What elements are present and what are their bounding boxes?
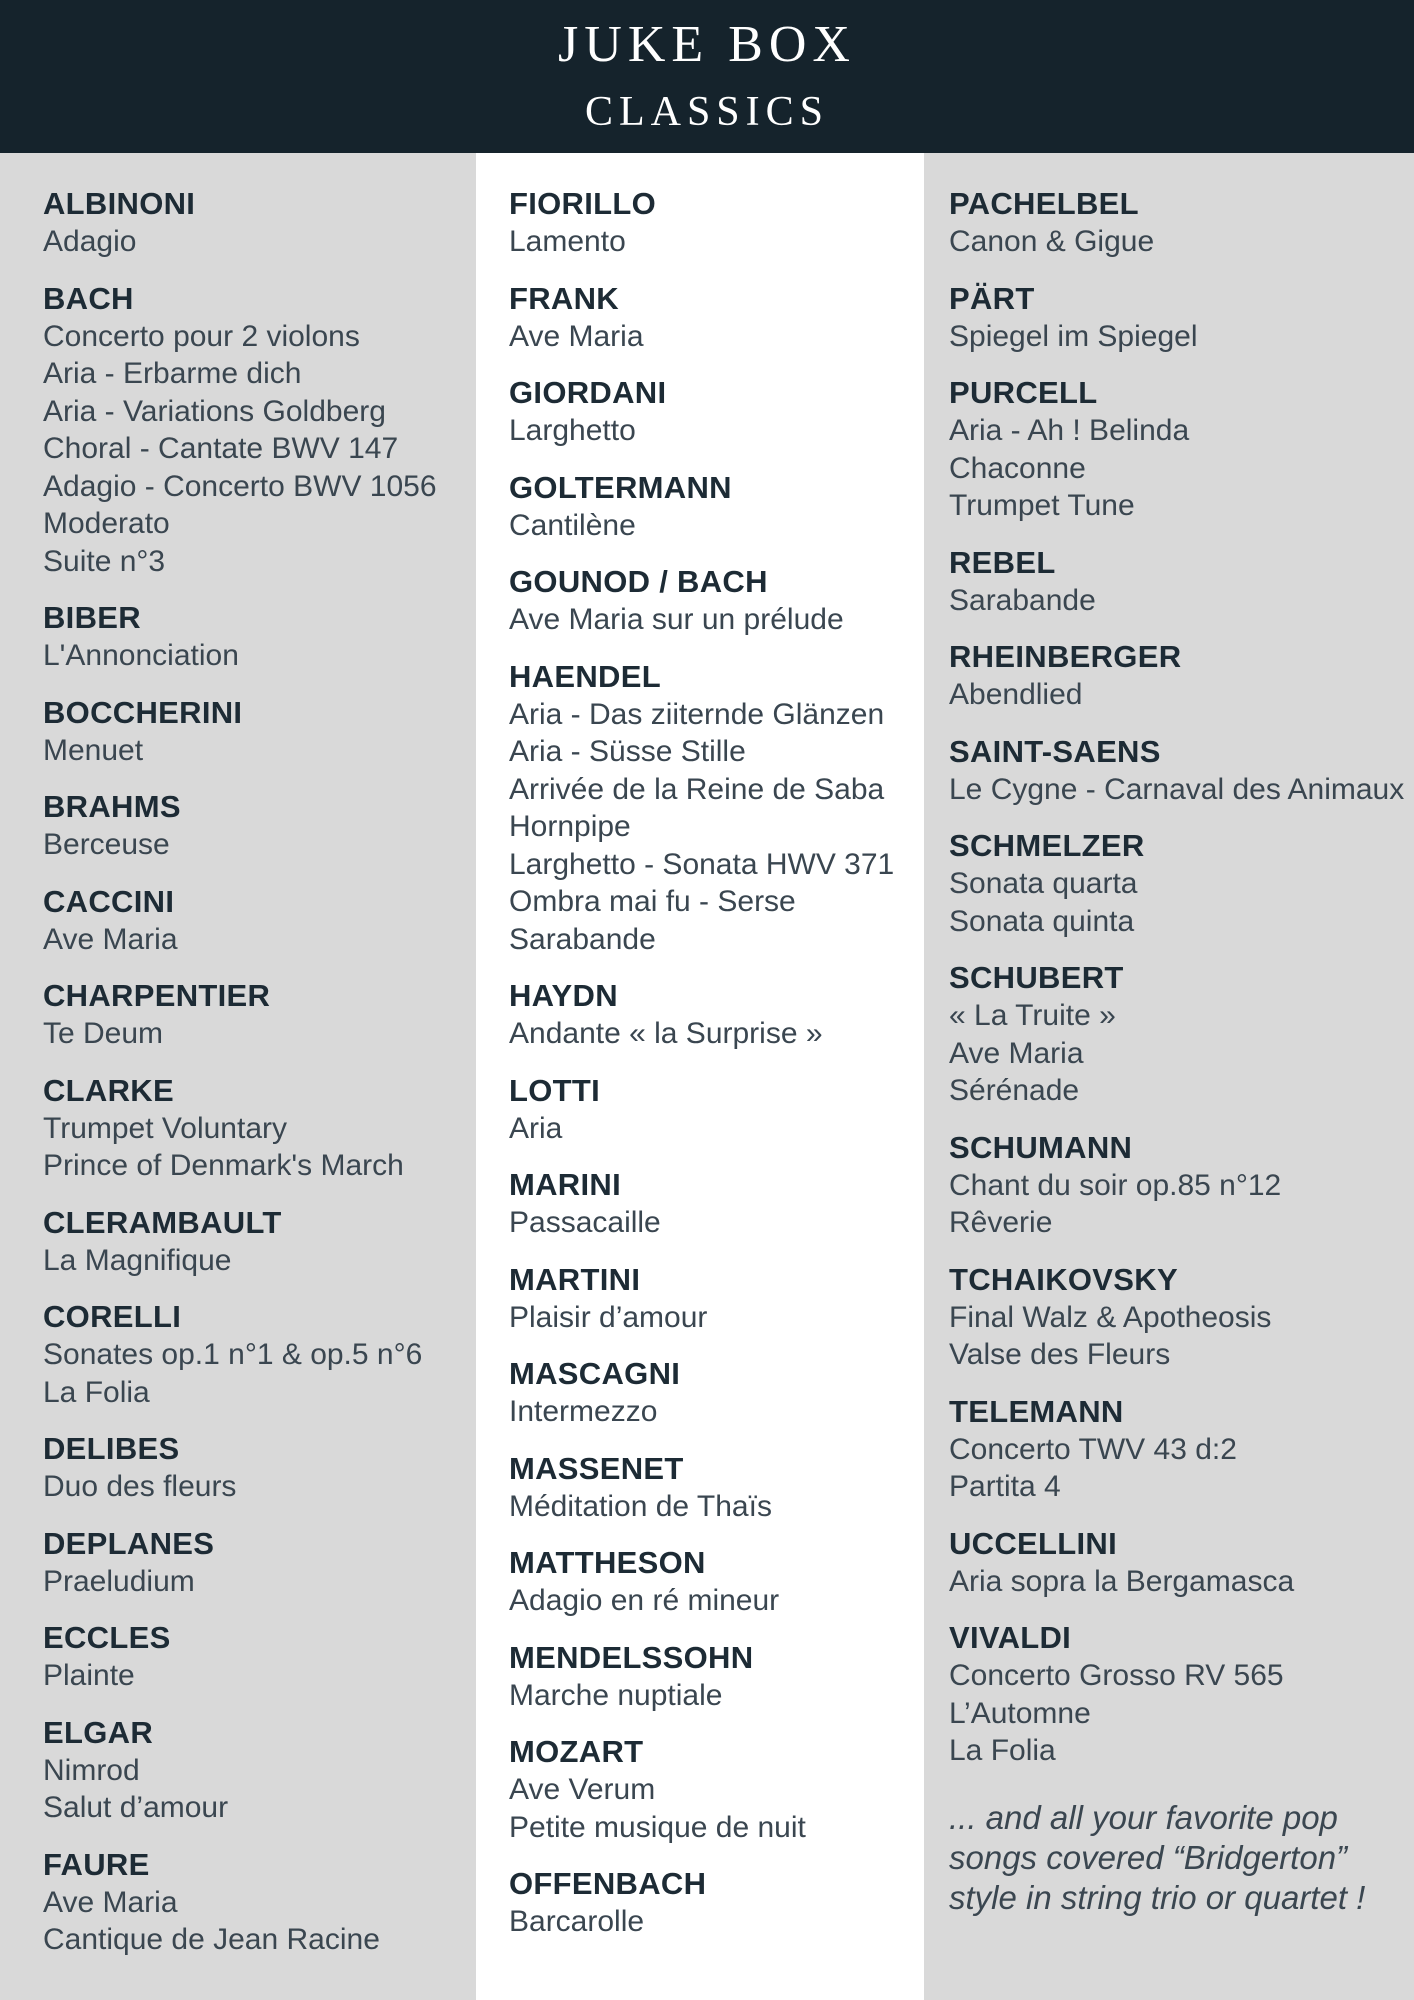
composer-name: ECCLES <box>43 1620 171 1655</box>
composer-name: CACCINI <box>43 883 175 919</box>
composer-entry <box>949 1393 1414 1506</box>
work-title: La Magnifique <box>43 1243 232 1277</box>
work-title: Concerto TWV 43 d:2 <box>949 1432 1237 1466</box>
work-title: Chaconne <box>949 451 1086 485</box>
work-title: Suite n°3 <box>43 544 166 578</box>
work-title: Aria - Ah ! Belinda <box>949 414 1190 447</box>
work-title: Ave Maria <box>949 1036 1084 1070</box>
composer-entry <box>43 1714 476 1827</box>
work-title: Choral - Cantate BWV 147 <box>43 432 399 465</box>
footer-note-line: ... and all your favorite pop <box>949 1798 1338 1836</box>
composer-name: TELEMANN <box>949 1393 1124 1429</box>
footer-note <box>949 1798 1399 1918</box>
work-title: Aria - Das ziiternde Glänzen <box>509 697 885 731</box>
composer-name: ELGAR <box>43 1714 153 1750</box>
composer-entry <box>509 280 924 356</box>
composer-entry <box>509 1544 924 1620</box>
composer-entry <box>509 185 924 261</box>
composer-name: ALBINONI <box>43 186 196 221</box>
work-title: Concerto pour 2 violons <box>43 319 360 353</box>
composer-name: GOLTERMANN <box>509 469 732 505</box>
composer-entry <box>43 1072 476 1185</box>
composer-name: PÄRT <box>949 280 1035 316</box>
composer-name: SCHUBERT <box>949 960 1124 995</box>
composer-name: HAYDN <box>509 978 618 1013</box>
composer-name: BRAHMS <box>43 789 181 824</box>
composer-name: FIORILLO <box>509 186 657 221</box>
work-title: Larghetto <box>509 414 636 447</box>
composer-name: DEPLANES <box>43 1525 215 1561</box>
composer-name: BACH <box>43 280 134 316</box>
composer-entry <box>43 788 476 864</box>
composer-name: MASSENET <box>509 1450 684 1486</box>
composer-entry <box>509 1072 924 1148</box>
composer-entry <box>509 1355 924 1431</box>
work-title: L’Automne <box>949 1696 1091 1730</box>
work-title: Arrivée de la Reine de Saba <box>509 772 885 806</box>
composer-entry <box>949 544 1414 620</box>
work-title: Larghetto - Sonata HWV 371 <box>509 847 895 881</box>
work-title: Aria - Variations Goldberg <box>43 394 386 428</box>
composer-name: GOUNOD / BACH <box>509 564 768 599</box>
composer-entry <box>509 658 924 959</box>
work-title: Lamento <box>509 225 626 258</box>
work-title: Hornpipe <box>509 810 631 843</box>
composer-name: MOZART <box>509 1734 644 1769</box>
composer-entry <box>43 185 476 261</box>
header <box>0 0 1414 153</box>
composer-name: SAINT-SAENS <box>949 733 1161 769</box>
composer-name: UCCELLINI <box>949 1525 1118 1561</box>
composer-entry <box>43 883 476 959</box>
composer-entry <box>509 1166 924 1242</box>
footer-note-line: style in string trio or quartet ! <box>949 1878 1366 1916</box>
composer-name: SCHUMANN <box>949 1129 1133 1165</box>
composer-name: SCHMELZER <box>949 828 1145 863</box>
work-title: Sarabande <box>949 583 1096 617</box>
composer-name: LOTTI <box>509 1072 601 1108</box>
work-title: Aria - Süsse Stille <box>509 735 746 768</box>
composer-entry <box>509 563 924 639</box>
composer-entry <box>43 1204 476 1280</box>
composer-name: DELIBES <box>43 1431 180 1466</box>
work-title: Andante « la Surprise » <box>509 1017 823 1050</box>
composer-entry <box>949 1525 1414 1601</box>
composer-entry <box>509 374 924 450</box>
composer-entry <box>509 1733 924 1846</box>
work-title: Aria - Erbarme dich <box>43 357 302 390</box>
composer-name: MASCAGNI <box>509 1356 681 1391</box>
composer-entry <box>949 1619 1414 1770</box>
composer-name: MENDELSSOHN <box>509 1639 754 1675</box>
work-title: Concerto Grosso RV 565 <box>949 1659 1284 1692</box>
work-title: Chant du soir op.85 n°12 <box>949 1168 1282 1202</box>
title-line-1: JUKE BOX <box>558 16 856 73</box>
work-title: Adagio - Concerto BWV 1056 <box>43 469 437 503</box>
footer-note-line: songs covered “Bridgerton” <box>949 1838 1348 1876</box>
work-title: Sarabande <box>509 922 656 956</box>
work-title: Adagio en ré mineur <box>509 1584 780 1617</box>
work-title: Plainte <box>43 1659 135 1692</box>
composer-name: MATTHESON <box>509 1545 706 1580</box>
work-title: Barcarolle <box>509 1905 645 1938</box>
composer-entry <box>949 374 1414 525</box>
work-title: Passacaille <box>509 1206 661 1239</box>
work-title: Duo des fleurs <box>43 1470 237 1503</box>
composer-name: HAENDEL <box>509 658 661 694</box>
work-title: Sonata quarta <box>949 867 1138 900</box>
work-title: La Folia <box>949 1734 1056 1767</box>
composer-entry <box>509 469 924 545</box>
work-title: Cantilène <box>509 508 636 542</box>
composer-entry <box>43 1298 476 1411</box>
composer-entry <box>43 599 476 675</box>
composer-entry <box>509 1261 924 1337</box>
work-title: Prince of Denmark's March <box>43 1149 404 1182</box>
work-title: Rêverie <box>949 1206 1053 1239</box>
composer-entry <box>949 1129 1414 1242</box>
composer-entry <box>949 280 1414 356</box>
work-title: Partita 4 <box>949 1470 1061 1503</box>
composer-name: PACHELBEL <box>949 186 1139 221</box>
work-title: Valse des Fleurs <box>949 1338 1171 1371</box>
composer-entry <box>949 733 1414 809</box>
work-title: Adagio <box>43 225 137 258</box>
work-title: Sérénade <box>949 1074 1080 1107</box>
work-title: Aria <box>509 1111 563 1145</box>
work-title: Ave Maria <box>43 922 178 956</box>
work-title: Menuet <box>43 733 144 767</box>
composer-entry <box>43 1430 476 1506</box>
composer-entry <box>949 638 1414 714</box>
composer-name: CHARPENTIER <box>43 978 271 1013</box>
work-title: Ave Maria <box>43 1885 178 1919</box>
work-title: Aria sopra la Bergamasca <box>949 1564 1295 1598</box>
work-title: Praeludium <box>43 1564 195 1598</box>
work-title: Spiegel im Spiegel <box>949 319 1198 353</box>
composer-name: CLARKE <box>43 1072 174 1108</box>
composer-entry <box>509 1865 924 1941</box>
composer-name: CORELLI <box>43 1299 182 1334</box>
composer-entry <box>949 185 1414 261</box>
title-line-2: CLASSICS <box>584 89 830 135</box>
work-title: Ombra mai fu - Serse <box>509 885 796 918</box>
composer-name: MARTINI <box>509 1261 641 1297</box>
column-1 <box>0 153 476 2000</box>
work-title: Nimrod <box>43 1753 140 1787</box>
composer-name: CLERAMBAULT <box>43 1204 282 1240</box>
composer-name: GIORDANI <box>509 375 667 410</box>
composer-name: BIBER <box>43 600 141 635</box>
composer-name: PURCELL <box>949 375 1098 410</box>
column-2 <box>476 153 924 2000</box>
work-title: La Folia <box>43 1375 150 1409</box>
work-title: Plaisir d’amour <box>509 1300 708 1334</box>
work-title: Berceuse <box>43 828 170 861</box>
composer-name: RHEINBERGER <box>949 639 1182 674</box>
composer-name: VIVALDI <box>949 1620 1072 1655</box>
work-title: Le Cygne - Carnaval des Animaux <box>949 772 1405 806</box>
composer-entry <box>43 1525 476 1601</box>
composer-entry <box>949 1261 1414 1374</box>
work-title: L'Annonciation <box>43 639 239 672</box>
work-title: Te Deum <box>43 1017 164 1050</box>
work-title: Intermezzo <box>509 1395 658 1428</box>
composer-entry <box>509 1450 924 1526</box>
composer-entry <box>43 1846 476 1959</box>
work-title: Ave Verum <box>509 1773 656 1806</box>
composer-name: FAURE <box>43 1846 150 1882</box>
work-title: Cantique de Jean Racine <box>43 1923 380 1956</box>
work-title: Sonates op.1 n°1 & op.5 n°6 <box>43 1338 423 1371</box>
column-3 <box>924 153 1414 2000</box>
composer-name: MARINI <box>509 1167 622 1202</box>
composer-entry <box>43 1619 476 1695</box>
work-title: Petite musique de nuit <box>509 1810 806 1844</box>
work-title: Moderato <box>43 507 170 540</box>
composer-name: TCHAIKOVSKY <box>949 1261 1178 1297</box>
composer-entry <box>43 694 476 770</box>
composer-entry <box>949 827 1414 940</box>
composer-name: OFFENBACH <box>509 1866 707 1901</box>
composer-entry <box>43 977 476 1053</box>
work-title: Sonata quinta <box>949 904 1135 938</box>
work-title: « La Truite » <box>949 999 1116 1032</box>
composer-name: REBEL <box>949 544 1056 580</box>
work-title: Trumpet Voluntary <box>43 1111 287 1145</box>
composer-name: FRANK <box>509 280 619 316</box>
work-title: Trumpet Tune <box>949 489 1135 522</box>
work-title: Marche nuptiale <box>509 1678 723 1712</box>
work-title: Canon & Gigue <box>949 225 1155 258</box>
work-title: Méditation de Thaïs <box>509 1489 772 1523</box>
composer-entry <box>509 1639 924 1715</box>
work-title: Salut d’amour <box>43 1791 229 1824</box>
work-title: Ave Maria sur un prélude <box>509 603 844 636</box>
composer-entry <box>43 280 476 581</box>
work-title: Ave Maria <box>509 319 644 353</box>
work-title: Final Walz & Apotheosis <box>949 1300 1272 1334</box>
work-title: Abendlied <box>949 678 1083 711</box>
composer-name: BOCCHERINI <box>43 694 243 730</box>
composer-entry <box>509 977 924 1053</box>
composer-entry <box>949 959 1414 1110</box>
